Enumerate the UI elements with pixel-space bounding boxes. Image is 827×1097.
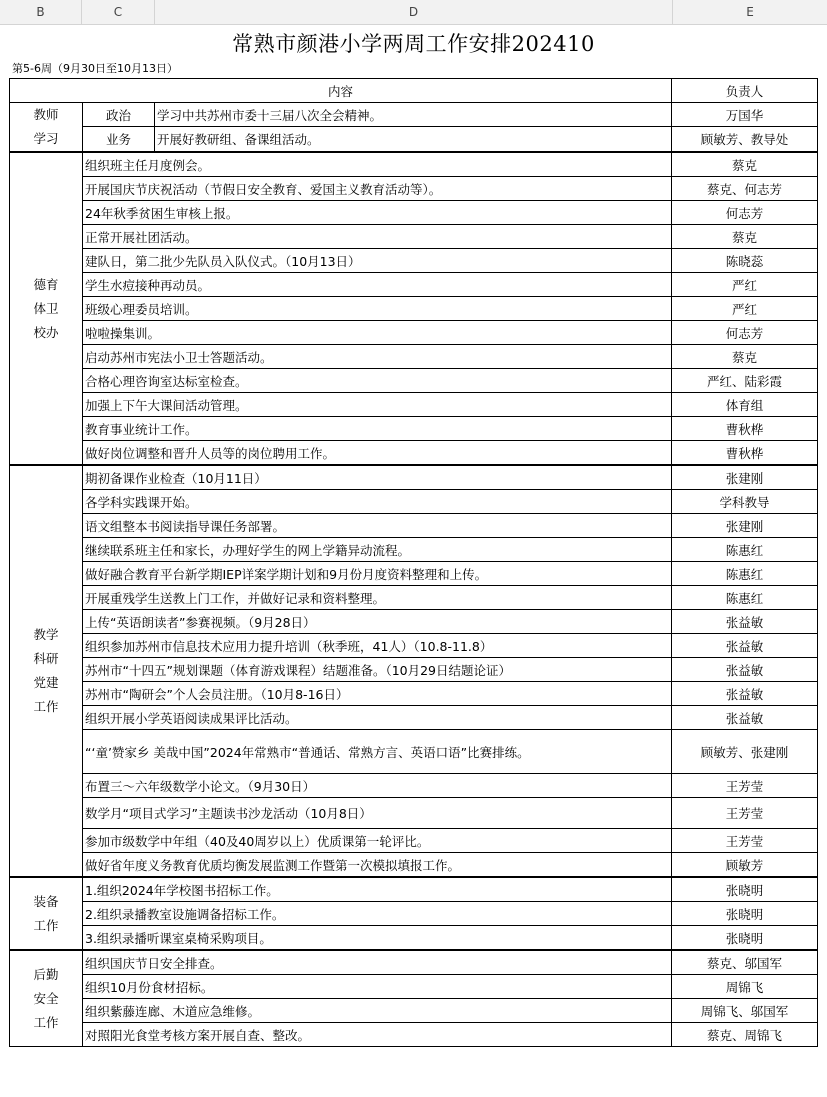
content-cell[interactable]: 开展好教研组、备课组活动。 — [155, 127, 672, 152]
person-cell[interactable]: 顾敏芳、张建刚 — [672, 730, 818, 774]
table-row — [10, 321, 818, 345]
content-cell[interactable]: 做好岗位调整和晋升人员等的岗位聘用工作。 — [83, 441, 672, 466]
content-cell[interactable]: 启动苏州市宪法小卫士答题活动。 — [83, 345, 672, 369]
content-cell[interactable]: 1.组织2024年学校图书招标工作。 — [83, 877, 672, 902]
person-cell[interactable]: 张晓明 — [672, 877, 818, 902]
table-row — [10, 103, 818, 127]
table-row — [10, 490, 818, 514]
table-row — [10, 975, 818, 999]
person-cell[interactable]: 陈惠红 — [672, 538, 818, 562]
table-row — [10, 682, 818, 706]
table-row — [10, 634, 818, 658]
content-cell[interactable]: 数学月“项目式学习”主题读书沙龙活动（10月8日） — [83, 798, 672, 829]
table-row — [10, 465, 818, 490]
person-cell[interactable]: 张建刚 — [672, 514, 818, 538]
person-cell[interactable]: 王芳莹 — [672, 798, 818, 829]
person-cell[interactable]: 张晓明 — [672, 926, 818, 951]
content-cell[interactable]: “‘童’赞家乡 美哉中国”2024年常熟市“普通话、常熟方言、英语口语”比赛排练。 — [83, 730, 672, 774]
table-row — [10, 297, 818, 321]
content-cell[interactable]: 苏州市“陶研会”个人会员注册。（10月8-16日） — [83, 682, 672, 706]
table-row — [10, 1023, 818, 1047]
category-cell[interactable]: 教学 科研 党建 工作 — [10, 465, 83, 877]
person-cell[interactable]: 张晓明 — [672, 902, 818, 926]
table-header-row — [10, 79, 818, 103]
person-cell[interactable]: 王芳莹 — [672, 829, 818, 853]
person-cell[interactable]: 曹秋桦 — [672, 417, 818, 441]
table-row — [10, 369, 818, 393]
table-row — [10, 999, 818, 1023]
table-row — [10, 902, 818, 926]
column-header-b[interactable]: B — [0, 0, 82, 24]
page-title[interactable]: 常熟市颜港小学两周工作安排202410 — [232, 32, 595, 56]
content-cell[interactable]: 啦啦操集训。 — [83, 321, 672, 345]
content-cell[interactable]: 教育事业统计工作。 — [83, 417, 672, 441]
table-row — [10, 393, 818, 417]
content-cell[interactable]: 布置三～六年级数学小论文。（9月30日） — [83, 774, 672, 798]
table-row — [10, 798, 818, 829]
column-header-e[interactable]: E — [746, 5, 754, 19]
content-cell[interactable]: 继续联系班主任和家长，办理好学生的网上学籍异动流程。 — [83, 538, 672, 562]
person-cell[interactable]: 张益敏 — [672, 610, 818, 634]
table-row — [10, 441, 818, 466]
table-row — [10, 658, 818, 682]
content-cell[interactable]: 班级心理委员培训。 — [83, 297, 672, 321]
category-cell[interactable]: 德育 体卫 校办 — [10, 152, 83, 465]
table-row — [10, 774, 818, 798]
content-cell[interactable]: 组织国庆节日安全排查。 — [83, 950, 672, 975]
column-header-d[interactable]: D — [155, 0, 673, 24]
table-row — [10, 514, 818, 538]
table-row — [10, 950, 818, 975]
person-cell[interactable]: 顾敏芳 — [672, 853, 818, 878]
person-cell[interactable]: 陈晓蕊 — [672, 249, 818, 273]
table-row — [10, 730, 818, 774]
table-row — [10, 853, 818, 878]
table-row — [10, 249, 818, 273]
person-cell[interactable]: 万国华 — [672, 103, 818, 127]
table-row — [10, 706, 818, 730]
column-header-bar — [0, 0, 827, 25]
content-cell[interactable]: 各学科实践课开始。 — [83, 490, 672, 514]
person-cell[interactable]: 何志芳 — [672, 321, 818, 345]
content-cell[interactable]: 建队日，第二批少先队员入队仪式。（10月13日） — [83, 249, 672, 273]
content-cell[interactable]: 组织紫藤连廊、木道应急维修。 — [83, 999, 672, 1023]
table-row — [10, 926, 818, 951]
content-cell[interactable]: 合格心理咨询室达标室检查。 — [83, 369, 672, 393]
content-cell[interactable]: 学生水痘接种再动员。 — [83, 273, 672, 297]
table-row — [10, 201, 818, 225]
content-cell[interactable]: 语文组整本书阅读指导课任务部署。 — [83, 514, 672, 538]
person-cell[interactable]: 顾敏芳、教导处 — [672, 127, 818, 152]
table-row — [10, 177, 818, 201]
table-row — [10, 225, 818, 249]
table-row — [10, 127, 818, 152]
person-cell[interactable]: 严红、陆彩霞 — [672, 369, 818, 393]
person-cell[interactable]: 蔡克 — [672, 152, 818, 177]
content-cell[interactable]: 组织开展小学英语阅读成果评比活动。 — [83, 706, 672, 730]
person-cell[interactable]: 张建刚 — [672, 465, 818, 490]
subcategory-cell[interactable]: 业务 — [83, 127, 155, 152]
person-cell[interactable]: 严红 — [672, 273, 818, 297]
content-cell[interactable]: 正常开展社团活动。 — [83, 225, 672, 249]
table-row — [10, 829, 818, 853]
header-content-cell[interactable]: 内容 — [10, 79, 672, 103]
content-cell[interactable]: 组织10月份食材招标。 — [83, 975, 672, 999]
content-cell[interactable]: 加强上下午大课间活动管理。 — [83, 393, 672, 417]
person-cell[interactable]: 张益敏 — [672, 706, 818, 730]
person-cell[interactable]: 周锦飞 — [672, 975, 818, 999]
table-row — [10, 538, 818, 562]
content-cell[interactable]: 3.组织录播听课室桌椅采购项目。 — [83, 926, 672, 951]
content-cell[interactable]: 上传“英语朗读者”参赛视频。（9月28日） — [83, 610, 672, 634]
content-cell[interactable]: 2.组织录播教室设施调备招标工作。 — [83, 902, 672, 926]
person-cell[interactable]: 周锦飞、邬国军 — [672, 999, 818, 1023]
person-cell[interactable]: 张益敏 — [672, 658, 818, 682]
header-person-cell[interactable]: 负责人 — [672, 79, 818, 103]
person-cell[interactable]: 严红 — [672, 297, 818, 321]
content-cell[interactable]: 开展国庆节庆祝活动（节假日安全教育、爱国主义教育活动等）。 — [83, 177, 672, 201]
person-cell[interactable]: 蔡克、周锦飞 — [672, 1023, 818, 1047]
table-row — [10, 273, 818, 297]
person-cell[interactable]: 张益敏 — [672, 634, 818, 658]
category-cell[interactable]: 教师 学习 — [10, 103, 83, 153]
content-cell[interactable]: 苏州市“十四五”规划课题（体育游戏课程）结题准备。（10月29日结题论证） — [83, 658, 672, 682]
table-row — [10, 345, 818, 369]
column-header-c[interactable]: C — [82, 0, 155, 24]
person-cell[interactable]: 蔡克 — [672, 345, 818, 369]
content-cell[interactable]: 组织班主任月度例会。 — [83, 152, 672, 177]
week-subtitle[interactable]: 第5-6周（9月30日至10月13日） — [12, 62, 178, 75]
person-cell[interactable]: 体育组 — [672, 393, 818, 417]
person-cell[interactable]: 蔡克、何志芳 — [672, 177, 818, 201]
person-cell[interactable]: 蔡克 — [672, 225, 818, 249]
content-cell[interactable]: 参加市级数学中年组（40及40周岁以上）优质课第一轮评比。 — [83, 829, 672, 853]
category-cell[interactable]: 后勤 安全 工作 — [10, 950, 83, 1047]
content-cell[interactable]: 组织参加苏州市信息技术应用力提升培训（秋季班，41人）（10.8-11.8） — [83, 634, 672, 658]
person-cell[interactable]: 陈惠红 — [672, 562, 818, 586]
content-cell[interactable]: 24年秋季贫困生审核上报。 — [83, 201, 672, 225]
content-cell[interactable]: 做好省年度义务教育优质均衡发展监测工作暨第一次模拟填报工作。 — [83, 853, 672, 878]
table-row — [10, 586, 818, 610]
person-cell[interactable]: 何志芳 — [672, 201, 818, 225]
content-cell[interactable]: 对照阳光食堂考核方案开展自查、整改。 — [83, 1023, 672, 1047]
subcategory-cell[interactable]: 政治 — [83, 103, 155, 127]
person-cell[interactable]: 王芳莹 — [672, 774, 818, 798]
person-cell[interactable]: 曹秋桦 — [672, 441, 818, 466]
person-cell[interactable]: 陈惠红 — [672, 586, 818, 610]
content-cell[interactable]: 开展重残学生送教上门工作，并做好记录和资料整理。 — [83, 586, 672, 610]
table-row — [10, 877, 818, 902]
person-cell[interactable]: 学科教导 — [672, 490, 818, 514]
table-row — [10, 562, 818, 586]
content-cell[interactable]: 期初备课作业检查（10月11日） — [83, 465, 672, 490]
table-row — [10, 152, 818, 177]
content-cell[interactable]: 做好融合教育平台新学期IEP详案学期计划和9月份月度资料整理和上传。 — [83, 562, 672, 586]
content-cell[interactable]: 学习中共苏州市委十三届八次全会精神。 — [155, 103, 672, 127]
table-row — [10, 417, 818, 441]
table-row — [10, 610, 818, 634]
person-cell[interactable]: 张益敏 — [672, 682, 818, 706]
schedule-table — [9, 78, 818, 1047]
person-cell[interactable]: 蔡克、邬国军 — [672, 950, 818, 975]
category-cell[interactable]: 装备 工作 — [10, 877, 83, 950]
